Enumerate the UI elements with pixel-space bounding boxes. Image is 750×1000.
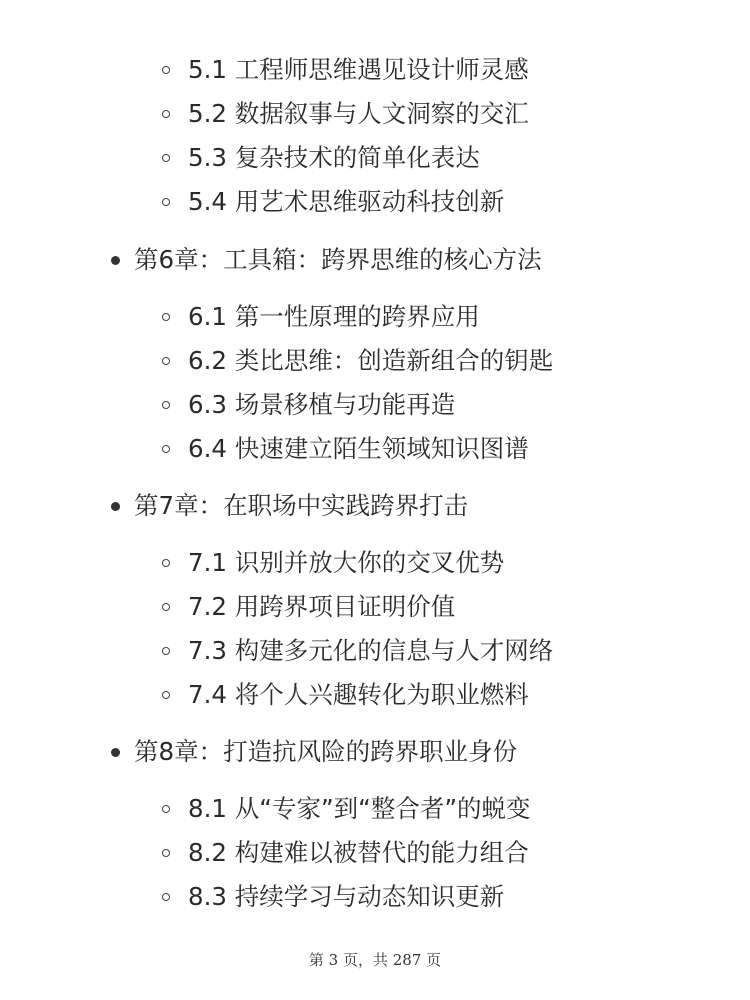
toc-section-text: 6.4 快速建立陌生领域知识图谱 xyxy=(188,434,529,463)
toc-section-text: 7.2 用跨界项目证明价值 xyxy=(188,592,456,621)
circle-bullet-icon xyxy=(162,603,170,611)
circle-bullet-icon xyxy=(162,849,170,857)
circle-bullet-icon xyxy=(162,66,170,74)
disc-bullet-icon xyxy=(111,502,120,511)
circle-bullet-icon xyxy=(162,154,170,162)
circle-bullet-icon xyxy=(162,313,170,321)
toc-chapter-text: 第6章：工具箱：跨界思维的核心方法 xyxy=(134,245,542,274)
toc-section-text: 8.1 从“专家”到“整合者”的蜕变 xyxy=(188,794,531,823)
toc-section-text: 8.3 持续学习与动态知识更新 xyxy=(188,882,505,911)
circle-bullet-icon xyxy=(162,357,170,365)
circle-bullet-icon xyxy=(162,647,170,655)
toc-section-text: 6.1 第一性原理的跨界应用 xyxy=(188,302,480,331)
toc-section-text: 6.3 场景移植与功能再造 xyxy=(188,390,456,419)
circle-bullet-icon xyxy=(162,110,170,118)
circle-bullet-icon xyxy=(162,198,170,206)
circle-bullet-icon xyxy=(162,559,170,567)
toc-section-text: 8.2 构建难以被替代的能力组合 xyxy=(188,838,529,867)
toc-section-text: 7.3 构建多元化的信息与人才网络 xyxy=(188,636,554,665)
circle-bullet-icon xyxy=(162,691,170,699)
toc-chapter-text: 第7章：在职场中实践跨界打击 xyxy=(134,491,469,520)
disc-bullet-icon xyxy=(111,256,120,265)
toc-chapter-text: 第8章：打造抗风险的跨界职业身份 xyxy=(134,737,518,766)
circle-bullet-icon xyxy=(162,893,170,901)
toc-section-text: 6.2 类比思维：创造新组合的钥匙 xyxy=(188,346,554,375)
toc-section-text: 5.4 用艺术思维驱动科技创新 xyxy=(188,187,505,216)
toc-section-text: 5.3 复杂技术的简单化表达 xyxy=(188,143,480,172)
toc-section-text: 5.1 工程师思维遇见设计师灵感 xyxy=(188,55,529,84)
circle-bullet-icon xyxy=(162,445,170,453)
page-number-footer: 第 3 页，共 287 页 xyxy=(308,951,442,969)
disc-bullet-icon xyxy=(111,748,120,757)
toc-section-text: 7.1 识别并放大你的交叉优势 xyxy=(188,548,505,577)
circle-bullet-icon xyxy=(162,805,170,813)
circle-bullet-icon xyxy=(162,401,170,409)
toc-section-text: 5.2 数据叙事与人文洞察的交汇 xyxy=(188,99,529,128)
toc-section-text: 7.4 将个人兴趣转化为职业燃料 xyxy=(188,680,529,709)
